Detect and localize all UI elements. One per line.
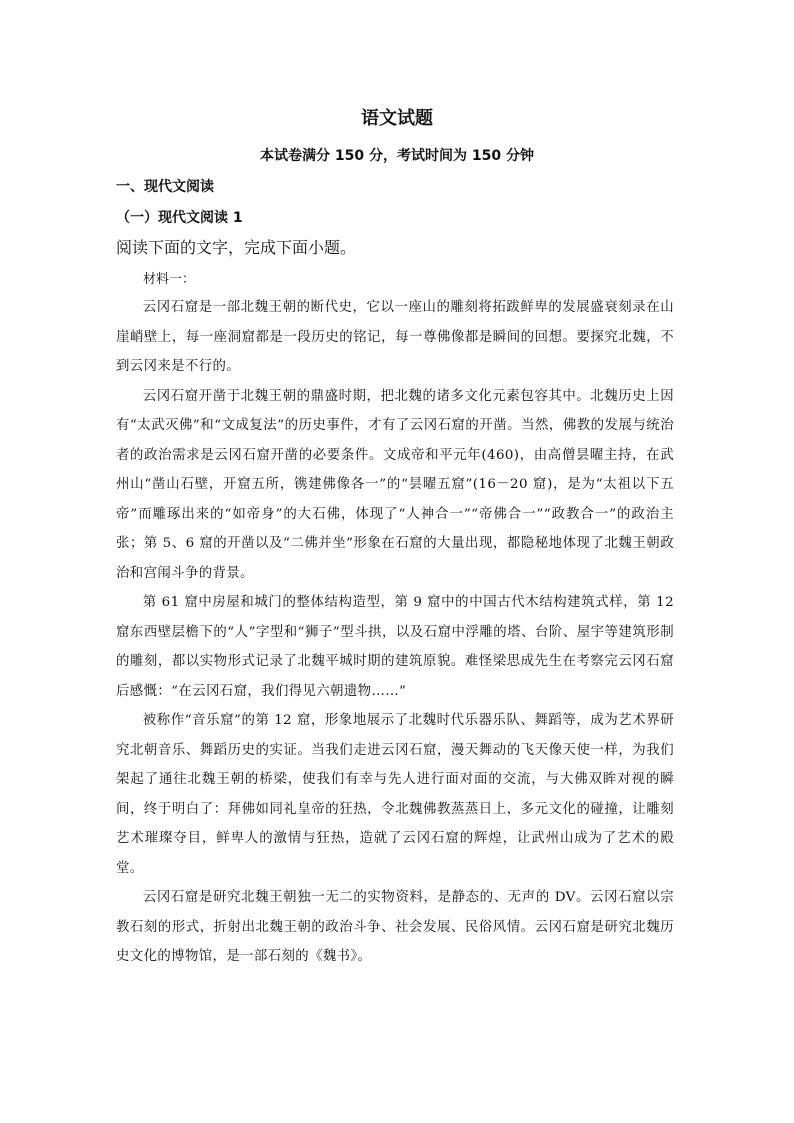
page-title: 语文试题 (361, 108, 433, 129)
exam-info: 本试卷满分 150 分，考试时间为 150 分钟 (260, 148, 534, 164)
section-heading: 一、现代文阅读 (116, 179, 214, 195)
reading-instruction: 阅读下面的文字，完成下面小题。 (116, 238, 357, 257)
passage-paragraph: 云冈石窟是一部北魏王朝的断代史，它以一座山的雕刻将拓跋鲜卑的发展盛衰刻录在山崖峭壁上，每一座洞窟都是一段历史的铭记，每一尊佛像都是瞬间的回想。要探究北魏，不到云冈来是不行的。 (116, 300, 674, 374)
subsection-heading: （一）现代文阅读 1 (116, 210, 243, 226)
passage-body (116, 293, 674, 972)
passage-paragraph: 被称作“音乐窟”的第 12 窟，形象地展示了北魏时代乐器乐队、舞蹈等，成为艺术界研究北朝音乐、舞蹈历史的实证。当我们走进云冈石窟，漫天舞动的飞天像天使一样，为我们架起了通往北魏王朝的桥梁，使我们有幸与先人进行面对面的交流，与大佛双眸对视的瞬间，终于明白了：拜佛如同礼皇帝的狂热，令北魏佛教蒸蒸日上，多元文化的碰撞，让雕刻艺术璀璨夺目，鲜卑人的激情与狂热，造就了云冈石窟的辉煌，让武州山成为了艺术的殿堂。 (116, 713, 674, 876)
passage-paragraph: 云冈石窟开凿于北魏王朝的鼎盛时期，把北魏的诸多文化元素包容其中。北魏历史上因有“太武灭佛”和“文成复法”的历史事件，才有了云冈石窟的开凿。当然，佛教的发展与统治者的政治需求是云冈石窟开凿的必要条件。文成帝和平元年(460)，由高僧昙曜主持，在武州山“凿山石壁，开窟五所，镌建佛像各一”的“昙曜五窟”(16－20 窟)，是为“太祖以下五帝”而雕琢出来的“如帝身”的大石佛，体现了“人神合一”“帝佛合一”“政教合一”的政治主张；第 5、6 窟的开凿以及“二佛并坐”形象在石窟的大量出现，都隐秘地体现了北魏王朝政治和宫闱斗争的背景。 (116, 388, 674, 581)
passage-paragraph: 第 61 窟中房屋和城门的整体结构造型，第 9 窟中的中国古代木结构建筑式样，第 12 窟东西壁层檐下的“人”字型和“狮子”型斗拱，以及石窟中浮雕的塔、台阶、屋宇等建筑形制的雕刻，都以实物形式记录了北魏平城时期的建筑原貌。难怪梁思成先生在考察完云冈石窟后感慨：“在云冈石窟，我们得见六朝遗物……” (116, 595, 674, 699)
passage-paragraph: 云冈石窟是研究北魏王朝独一无二的实物资料，是静态的、无声的 DV。云冈石窟以宗教石刻的形式，折射出北魏王朝的政治斗争、社会发展、民俗风情。云冈石窟是研究北魏历史文化的博物馆，是一部石刻的《魏书》。 (116, 890, 674, 964)
material-label: 材料一： (143, 272, 196, 287)
